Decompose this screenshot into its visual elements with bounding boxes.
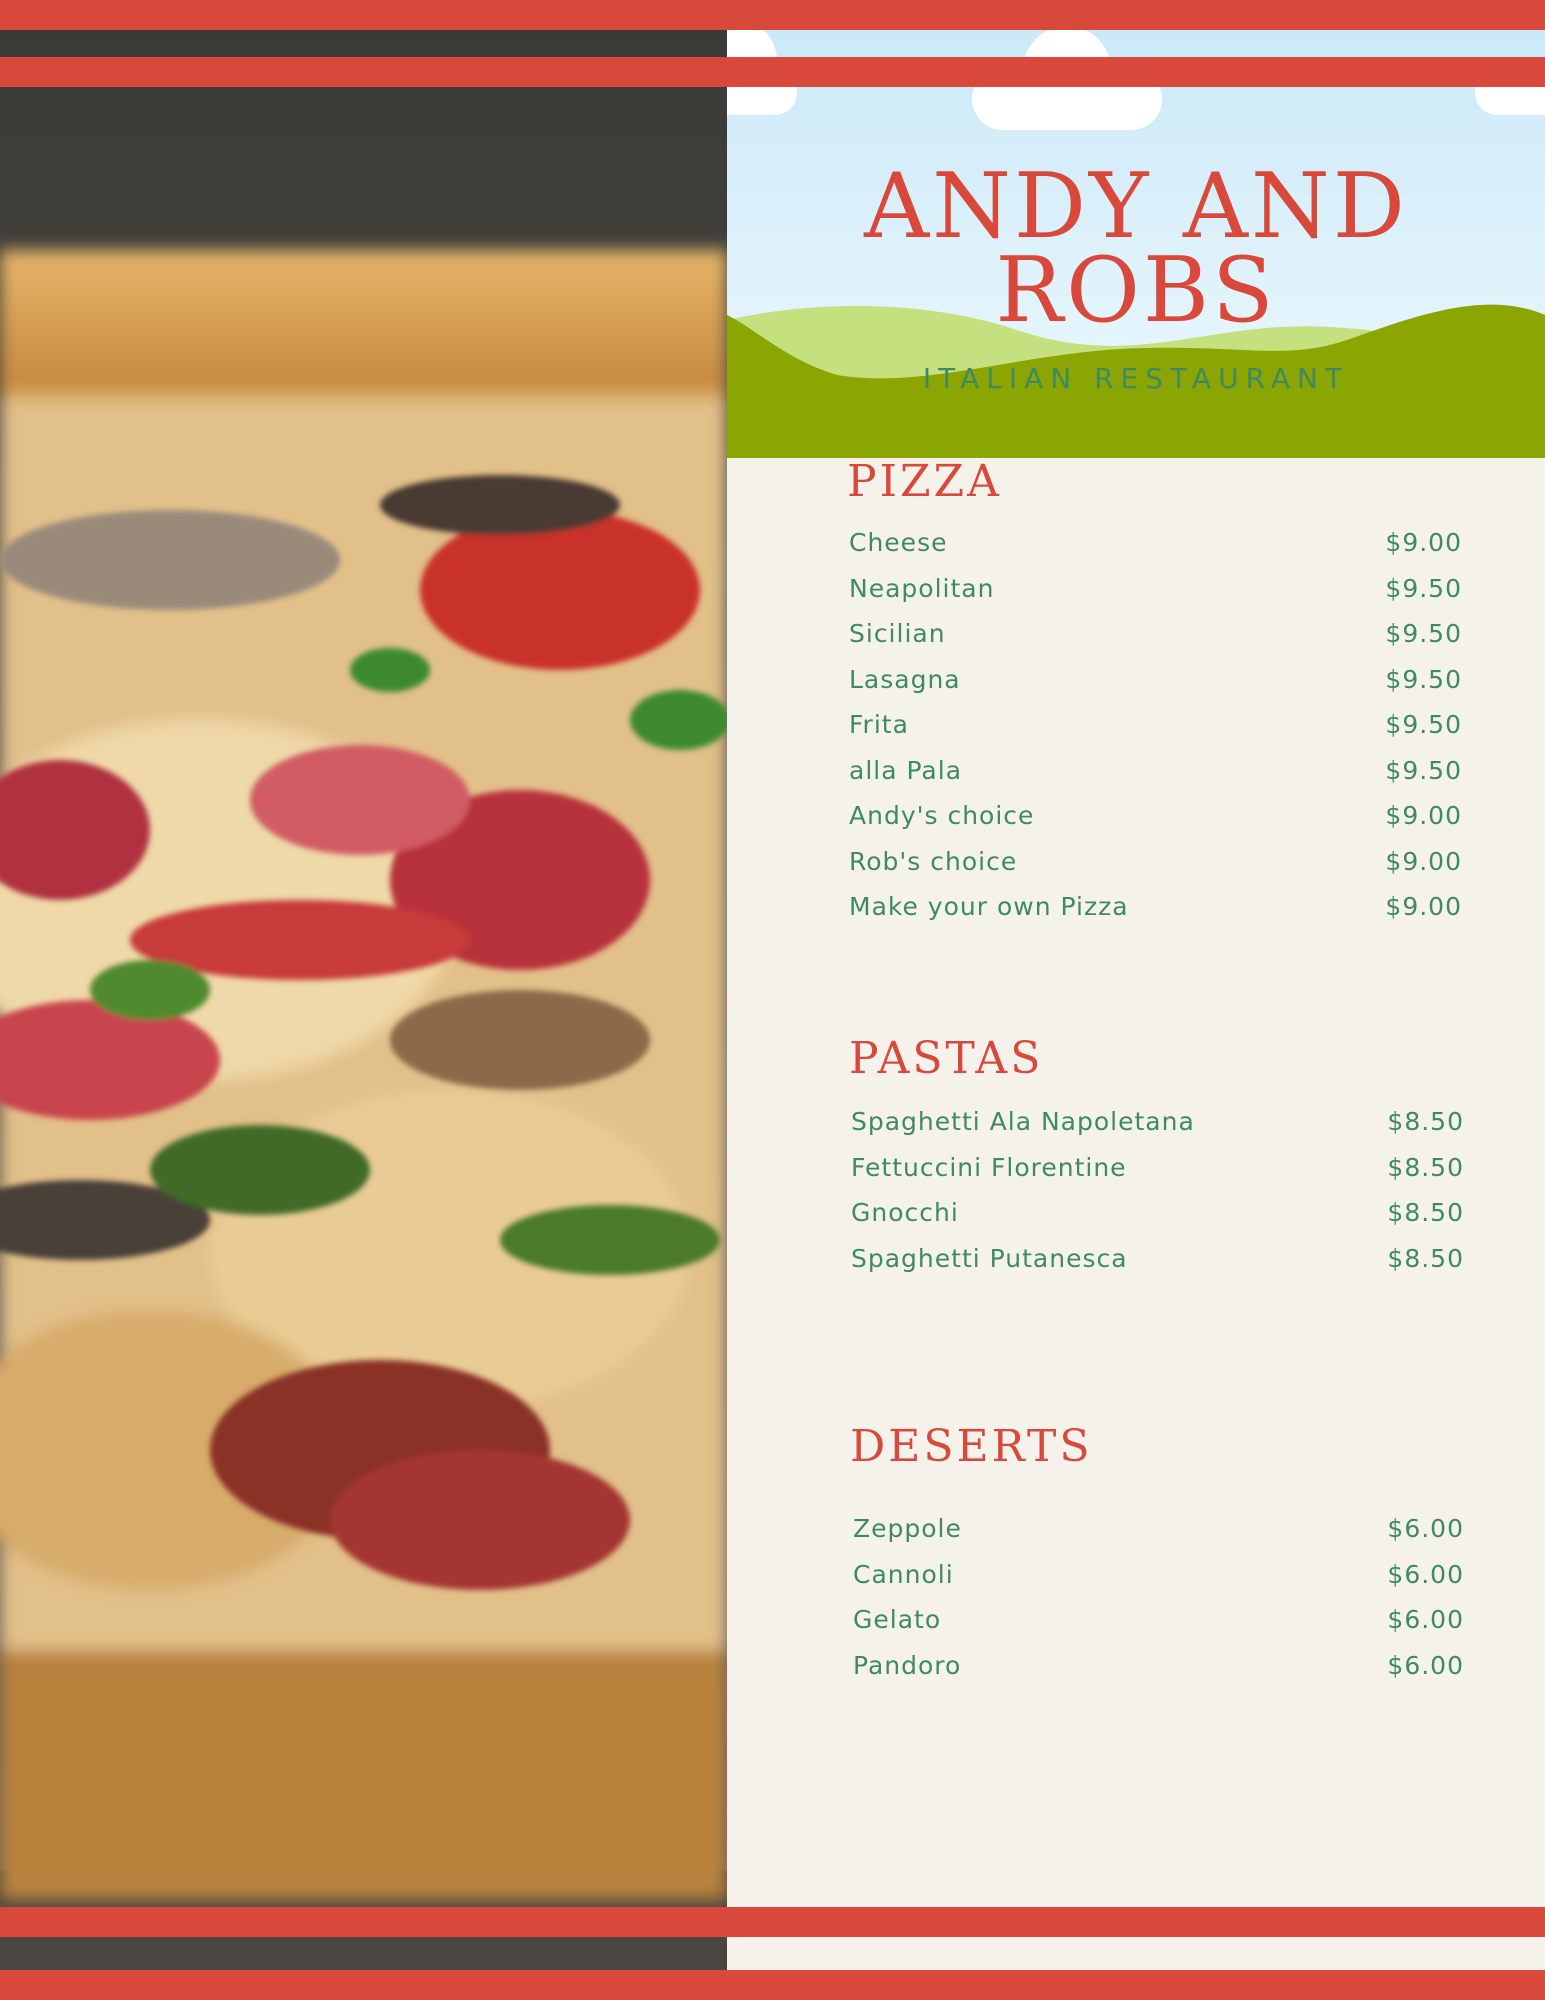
item-price: $9.00 (1385, 892, 1462, 922)
item-name: Cannoli (853, 1559, 954, 1589)
pizza-photo-illustration (0, 0, 727, 2000)
item-price: $8.50 (1387, 1243, 1464, 1273)
item-name: Rob's choice (849, 846, 1018, 876)
menu-item (853, 1552, 1464, 1598)
menu-item (853, 1506, 1464, 1552)
item-price: $8.50 (1387, 1107, 1464, 1137)
item-price: $9.50 (1385, 710, 1462, 740)
item-price: $6.00 (1387, 1650, 1464, 1680)
item-name: Spaghetti Ala Napoletana (851, 1107, 1195, 1137)
menu-item (849, 748, 1462, 794)
menu-item (851, 1099, 1464, 1145)
section-heading-pizza: PIZZA (847, 456, 1002, 507)
top-stripe-outer (0, 0, 1545, 30)
menu-item (849, 566, 1462, 612)
pastas-list (851, 1099, 1464, 1281)
menu-item (849, 884, 1462, 930)
menu-item (851, 1236, 1464, 1282)
item-price: $6.00 (1387, 1514, 1464, 1544)
item-name: Pandoro (853, 1650, 962, 1680)
item-name: Lasagna (849, 664, 961, 694)
section-heading-deserts: DESERTS (850, 1421, 1093, 1472)
item-price: $9.50 (1385, 619, 1462, 649)
menu-item (851, 1145, 1464, 1191)
item-name: Andy's choice (849, 801, 1035, 831)
bottom-stripe-outer (0, 1970, 1545, 2000)
bottom-stripe-inner (0, 1907, 1545, 1937)
item-name: Gnocchi (851, 1198, 959, 1228)
menu-item (853, 1643, 1464, 1689)
item-price: $9.50 (1385, 664, 1462, 694)
item-price: $9.50 (1385, 573, 1462, 603)
item-price: $9.00 (1385, 846, 1462, 876)
item-name: Spaghetti Putanesca (851, 1243, 1128, 1273)
item-name: alla Pala (849, 755, 963, 785)
item-price: $6.00 (1387, 1559, 1464, 1589)
pizza-list (849, 520, 1462, 930)
item-name: Gelato (853, 1605, 942, 1635)
menu-item (849, 839, 1462, 885)
menu-item (849, 702, 1462, 748)
item-price: $8.50 (1387, 1152, 1464, 1182)
item-name: Frita (849, 710, 909, 740)
menu-item (851, 1190, 1464, 1236)
menu-item (849, 657, 1462, 703)
menu-item (853, 1597, 1464, 1643)
item-name: Zeppole (853, 1514, 962, 1544)
deserts-list (853, 1506, 1464, 1688)
restaurant-name: ANDY AND ROBS (864, 154, 1408, 343)
item-price: $8.50 (1387, 1198, 1464, 1228)
item-price: $9.00 (1385, 801, 1462, 831)
item-name: Neapolitan (849, 573, 995, 603)
section-heading-pastas: PASTAS (849, 1033, 1044, 1084)
restaurant-tagline: ITALIAN RESTAURANT (922, 362, 1350, 395)
menu-item (849, 793, 1462, 839)
item-name: Make your own Pizza (849, 892, 1129, 922)
item-price: $9.00 (1385, 528, 1462, 558)
item-price: $6.00 (1387, 1605, 1464, 1635)
pizza-photo (0, 0, 727, 2000)
item-name: Fettuccini Florentine (851, 1152, 1127, 1182)
item-name: Sicilian (849, 619, 946, 649)
menu-item (849, 611, 1462, 657)
item-name: Cheese (849, 528, 948, 558)
menu-item (849, 520, 1462, 566)
item-price: $9.50 (1385, 755, 1462, 785)
top-stripe-inner (0, 57, 1545, 87)
